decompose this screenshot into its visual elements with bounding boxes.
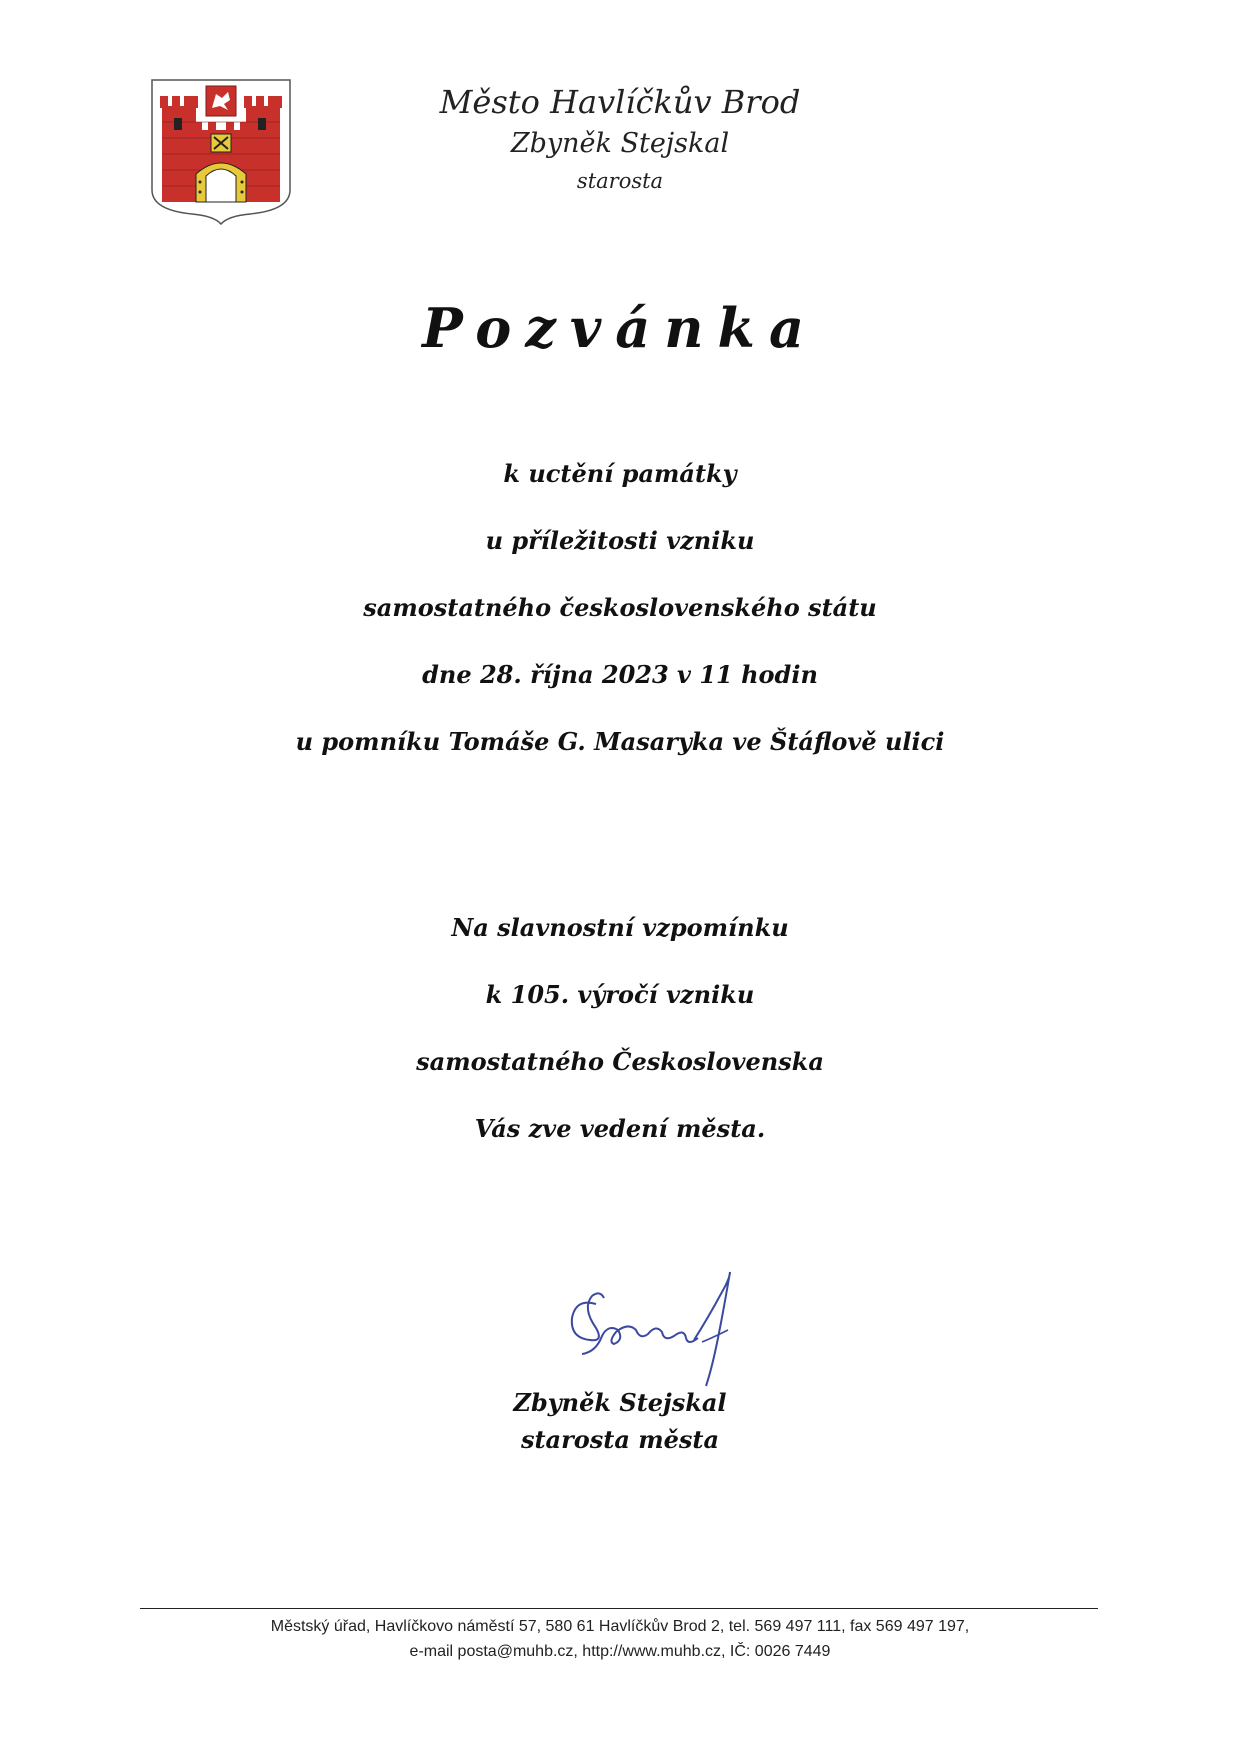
- mayor-role: starosta: [576, 169, 664, 193]
- invitation-line: u příležitosti vzniku: [485, 526, 755, 555]
- signer-title: starosta města: [520, 1425, 720, 1454]
- signer-name: Zbyněk Stejskal: [513, 1388, 727, 1417]
- invitation-line: dne 28. října 2023 v 11 hodin: [422, 660, 818, 689]
- remembrance-block: [0, 894, 1240, 1162]
- letterhead: [380, 80, 860, 198]
- city-coat-of-arms-icon: [150, 78, 292, 226]
- signer-block: [0, 1384, 1240, 1458]
- remembrance-line: k 105. výročí vzniku: [485, 980, 755, 1009]
- remembrance-line: samostatného Československa: [416, 1047, 824, 1076]
- mayor-name: Zbyněk Stejskal: [510, 128, 730, 159]
- handwritten-signature: [552, 1268, 772, 1388]
- remembrance-line: Na slavnostní vzpomínku: [451, 913, 789, 942]
- invitation-line: u pomníku Tomáše G. Masaryka ve Štáflově ulici: [295, 727, 945, 756]
- footer-address: Městský úřad, Havlíčkovo náměstí 57, 580 61 Havlíčkův Brod 2, tel. 569 497 111, fax 569 497 197,: [270, 1618, 970, 1635]
- invitation-line: samostatného československého státu: [363, 593, 877, 622]
- page-title: Pozvánka: [422, 296, 818, 360]
- invitation-line: k uctění památky: [503, 459, 737, 488]
- city-name: Město Havlíčkův Brod: [439, 83, 801, 121]
- invitation-block: [0, 440, 1240, 775]
- remembrance-line: Vás zve vedení města.: [474, 1114, 766, 1143]
- footer: [0, 1614, 1240, 1664]
- footer-divider: [140, 1608, 1098, 1609]
- footer-contact: e-mail posta@muhb.cz, http://www.muhb.cz, IČ: 0026 7449: [409, 1643, 831, 1660]
